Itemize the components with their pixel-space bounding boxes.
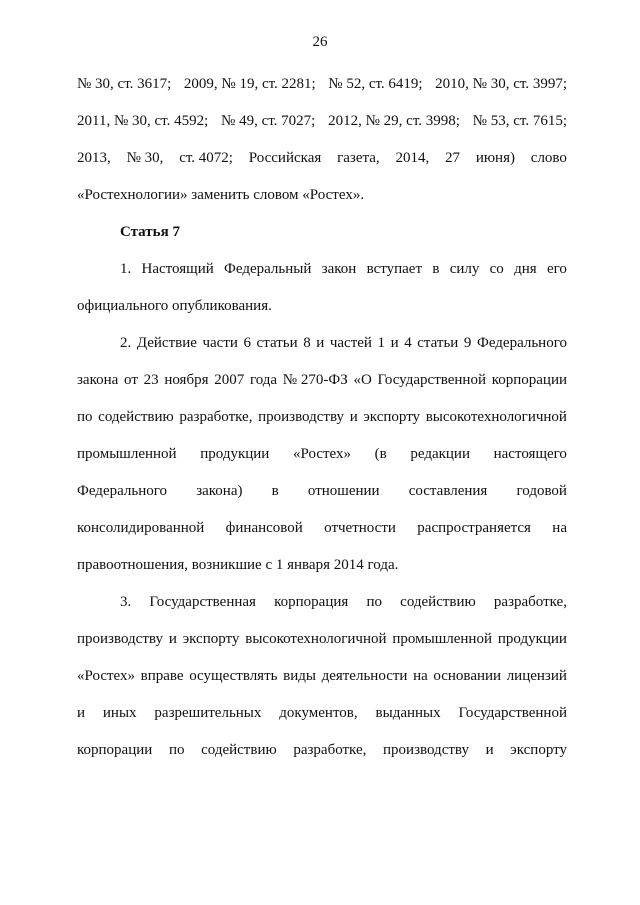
article-heading: Статья 7	[120, 224, 180, 240]
paragraph-line: производству и экспорту высокотехнологичной промышленной продукции	[77, 631, 567, 647]
paragraph-line: официального опубликования.	[77, 298, 272, 314]
text-line: «Ростехнологии» заменить словом «Ростех».	[77, 187, 365, 203]
paragraph-line: и иных разрешительных документов, выданных Государственной	[77, 705, 567, 721]
paragraph-line: консолидированной финансовой отчетности распространяется на	[77, 520, 567, 536]
page-number: 26	[312, 34, 328, 50]
paragraph-line: промышленной продукции «Ростех» (в редакции настоящего	[77, 446, 567, 462]
paragraph-line: 3. Государственная корпорация по содействию разработке,	[120, 594, 567, 610]
text-line: 2011, № 30, ст. 4592; № 49, ст. 7027; 2012, № 29, ст. 3998; № 53, ст. 7615;	[77, 113, 567, 129]
paragraph-line: Федерального закона) в отношении составления годовой	[77, 483, 567, 499]
paragraph-line: 1. Настоящий Федеральный закон вступает в силу со дня его	[120, 261, 567, 277]
text-line: № 30, ст. 3617; 2009, № 19, ст. 2281; № 52, ст. 6419; 2010, № 30, ст. 3997;	[77, 76, 567, 92]
paragraph-line: корпорации по содействию разработке, производству и экспорту	[77, 742, 567, 758]
paragraph-line: «Ростех» вправе осуществлять виды деятельности на основании лицензий	[77, 668, 567, 684]
paragraph-line: по содействию разработке, производству и экспорту высокотехнологичной	[77, 409, 567, 425]
paragraph-line: правоотношения, возникшие с 1 января 2014 года.	[77, 557, 399, 573]
paragraph-line: закона от 23 ноября 2007 года № 270-ФЗ «О Государственной корпорации	[77, 372, 567, 388]
paragraph-line: 2. Действие части 6 статьи 8 и частей 1 и 4 статьи 9 Федерального	[120, 335, 567, 351]
text-line: 2013, № 30, ст. 4072; Российская газета, 2014, 27 июня) слово	[77, 150, 567, 166]
